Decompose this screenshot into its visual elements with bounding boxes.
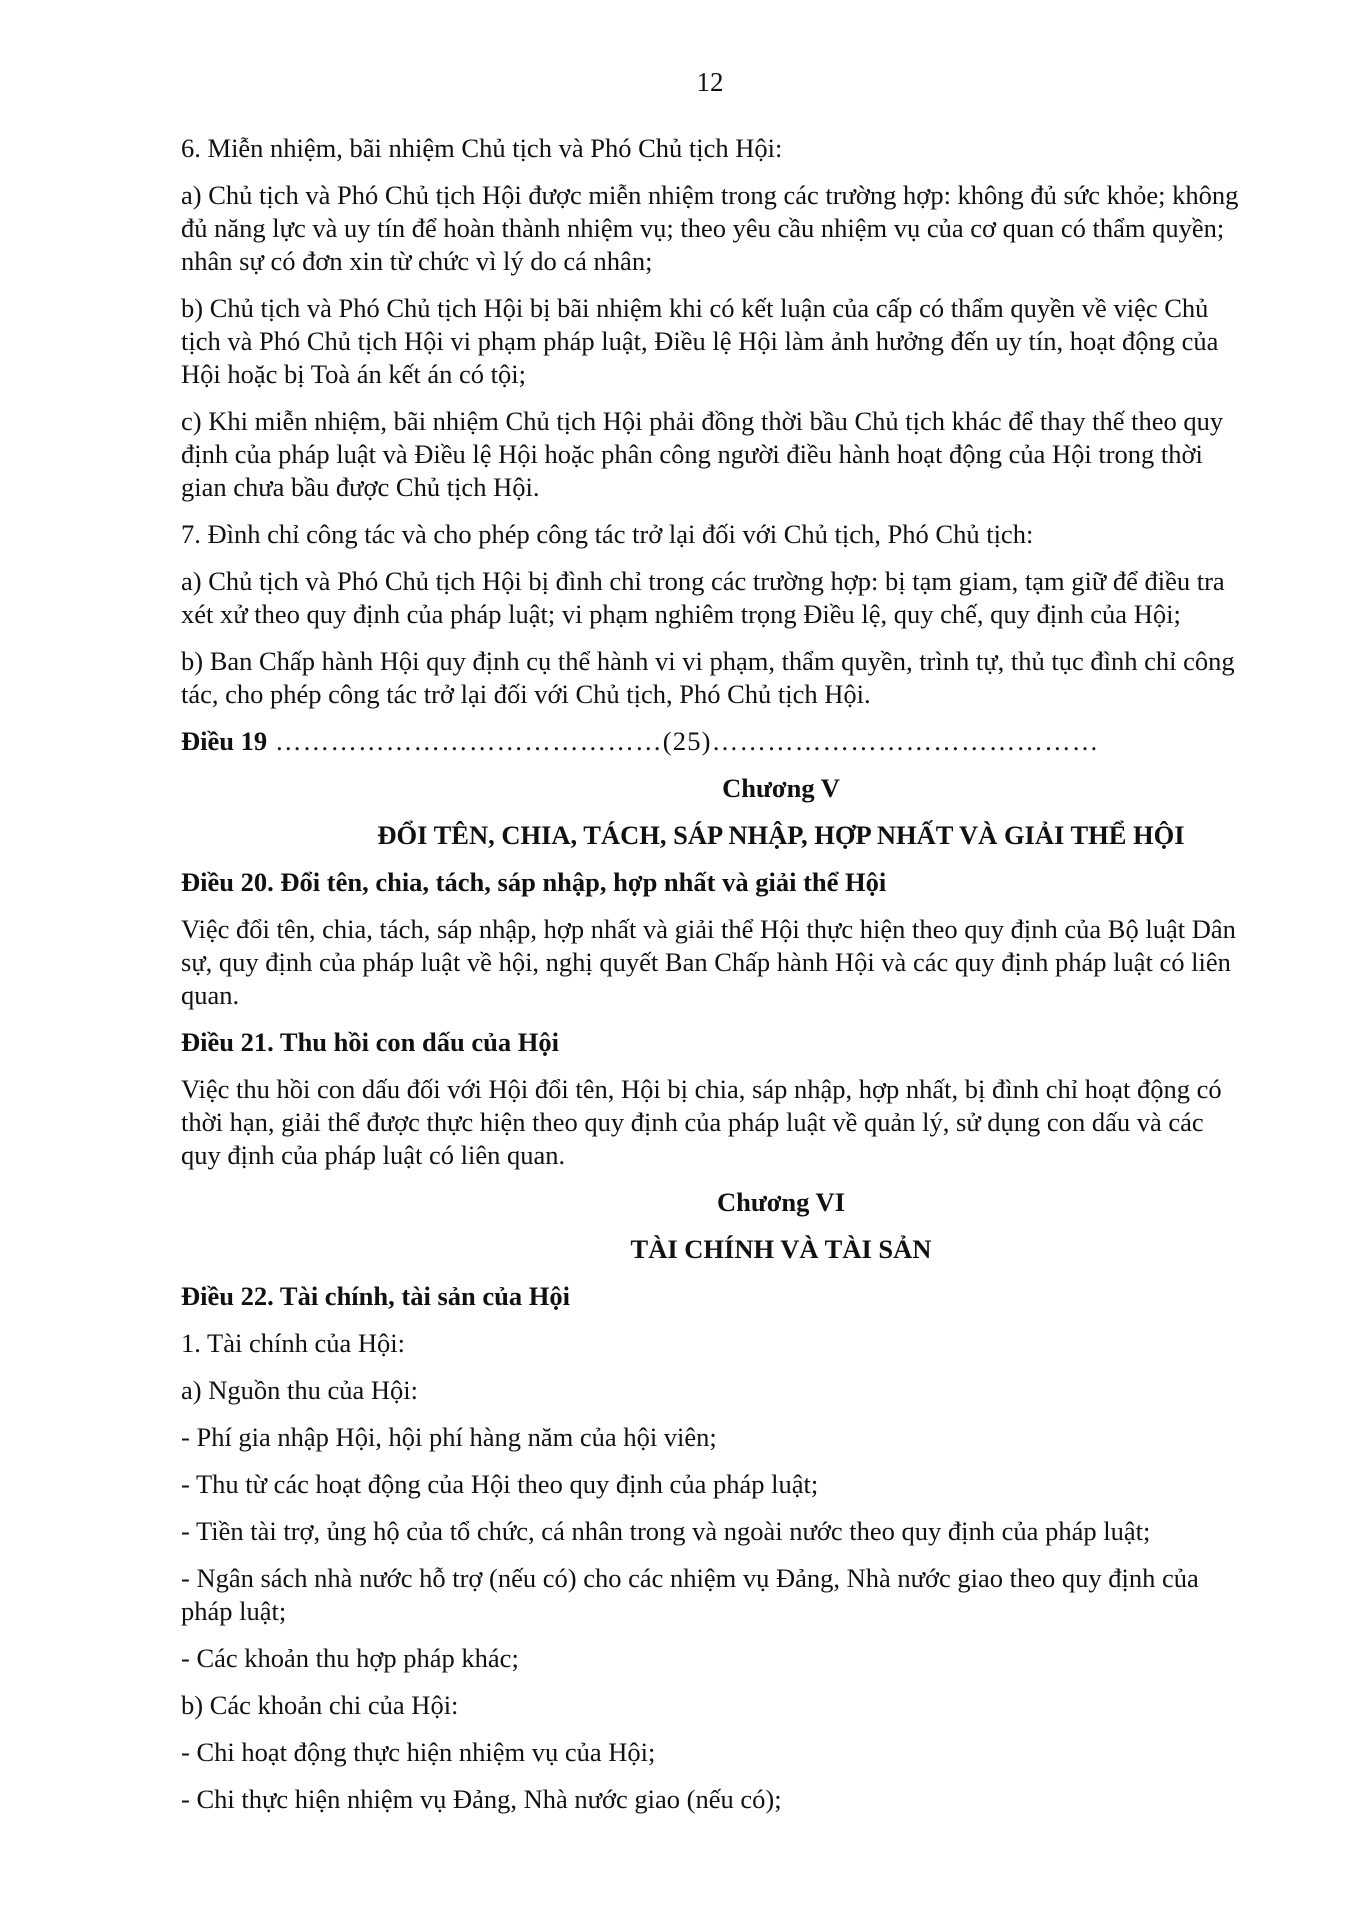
paragraph: - Phí gia nhập Hội, hội phí hàng năm của hội viên; (181, 1422, 717, 1452)
article-label: Điều 19 (181, 726, 268, 756)
paragraph: - Ngân sách nhà nước hỗ trợ (nếu có) cho các nhiệm vụ Đảng, Nhà nước giao theo quy định của pháp luật; (181, 1563, 1199, 1626)
paragraph: b) Các khoản chi của Hội: (181, 1690, 459, 1720)
paragraph: - Tiền tài trợ, ủng hộ của tổ chức, cá nhân trong và ngoài nước theo quy định của pháp luật; (181, 1516, 1151, 1546)
page-number: 12 (696, 67, 724, 97)
chapter-heading: Chương VI (716, 1187, 846, 1217)
article-heading: Điều 22. Tài chính, tài sản của Hội (181, 1281, 570, 1311)
article-heading: Điều 21. Thu hồi con dấu của Hội (181, 1027, 559, 1057)
paragraph: a) Chủ tịch và Phó Chủ tịch Hội bị đình chỉ trong các trường hợp: bị tạm giam, tạm giữ để điều tra xét xử theo quy định của pháp luật; vi phạm nghiêm trọng Điều lệ, quy chế, quy định của Hội; (181, 566, 1225, 629)
document-body (181, 132, 1241, 1830)
placeholder-dots: ……………………………………(25)…………………………………… (267, 726, 1100, 756)
paragraph: - Chi thực hiện nhiệm vụ Đảng, Nhà nước giao (nếu có); (181, 1784, 782, 1814)
paragraph: a) Nguồn thu của Hội: (181, 1375, 418, 1405)
article-heading: Điều 20. Đổi tên, chia, tách, sáp nhập, hợp nhất và giải thể Hội (181, 867, 887, 897)
paragraph: c) Khi miễn nhiệm, bãi nhiệm Chủ tịch Hội phải đồng thời bầu Chủ tịch khác để thay thế theo quy định của pháp luật và Điều lệ Hội hoặc phân công người điều hành hoạt động của Hội trong thời gian chưa bầu được Chủ tịch Hội. (181, 406, 1224, 502)
article-placeholder (181, 725, 1241, 758)
paragraph: - Thu từ các hoạt động của Hội theo quy định của pháp luật; (181, 1469, 819, 1499)
paragraph: a) Chủ tịch và Phó Chủ tịch Hội được miễn nhiệm trong các trường hợp: không đủ sức khỏe; không đủ năng lực và uy tín để hoàn thành nhiệm vụ; theo yêu cầu nhiệm vụ của cơ quan có thẩm quyền; nhân sự có đơn xin từ chức vì lý do cá nhân; (181, 180, 1239, 276)
paragraph: 6. Miễn nhiệm, bãi nhiệm Chủ tịch và Phó Chủ tịch Hội: (181, 133, 783, 163)
paragraph: b) Chủ tịch và Phó Chủ tịch Hội bị bãi nhiệm khi có kết luận của cấp có thẩm quyền về việc Chủ tịch và Phó Chủ tịch Hội vi phạm pháp luật, Điều lệ Hội làm ảnh hưởng đến uy tín, hoạt động của Hội hoặc bị Toà án kết án có tội; (181, 293, 1219, 389)
chapter-heading: ĐỔI TÊN, CHIA, TÁCH, SÁP NHẬP, HỢP NHẤT VÀ GIẢI THỂ HỘI (377, 820, 1185, 850)
paragraph: Việc đổi tên, chia, tách, sáp nhập, hợp nhất và giải thể Hội thực hiện theo quy định của Bộ luật Dân sự, quy định của pháp luật về hội, nghị quyết Ban Chấp hành Hội và các quy định pháp luật có liên quan. (181, 914, 1236, 1010)
paragraph: b) Ban Chấp hành Hội quy định cụ thể hành vi vi phạm, thẩm quyền, trình tự, thủ tục đình chỉ công tác, cho phép công tác trở lại đối với Chủ tịch, Phó Chủ tịch Hội. (181, 646, 1235, 709)
chapter-heading: TÀI CHÍNH VÀ TÀI SẢN (630, 1234, 932, 1264)
paragraph: Việc thu hồi con dấu đối với Hội đổi tên, Hội bị chia, sáp nhập, hợp nhất, bị đình chỉ hoạt động có thời hạn, giải thể được thực hiện theo quy định của pháp luật về quản lý, sử dụng con dấu và các quy định của pháp luật có liên quan. (181, 1074, 1222, 1170)
paragraph: - Chi hoạt động thực hiện nhiệm vụ của Hội; (181, 1737, 656, 1767)
paragraph: - Các khoản thu hợp pháp khác; (181, 1643, 519, 1673)
chapter-heading: Chương V (722, 773, 840, 803)
paragraph: 1. Tài chính của Hội: (181, 1328, 405, 1358)
paragraph: 7. Đình chỉ công tác và cho phép công tác trở lại đối với Chủ tịch, Phó Chủ tịch: (181, 519, 1034, 549)
